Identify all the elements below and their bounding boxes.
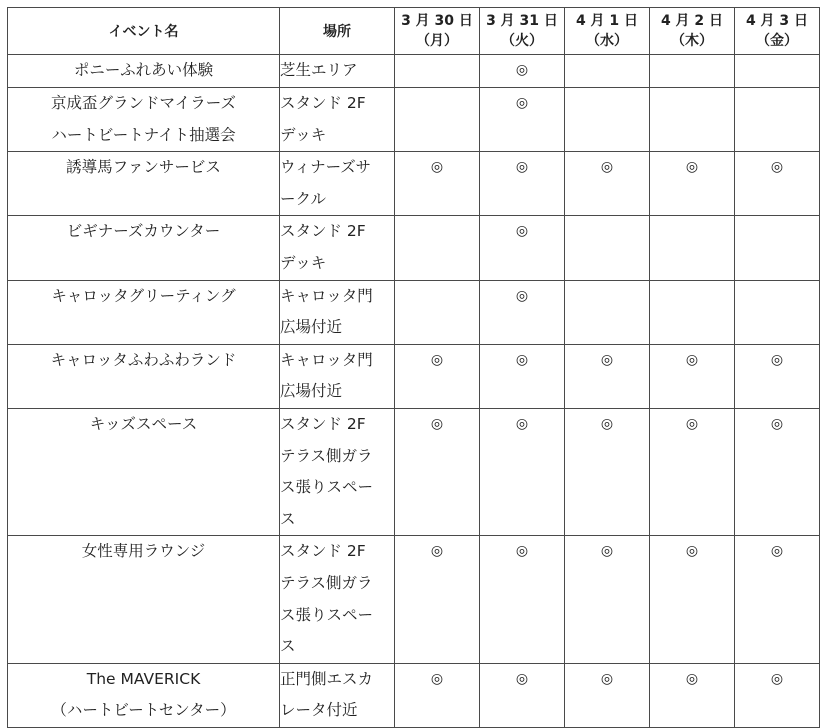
date-label: 3 月 30 日 — [401, 13, 473, 29]
weekday-label: （水） — [586, 33, 628, 49]
schedule-mark-cell: ◎ — [395, 152, 480, 216]
schedule-mark-cell — [395, 216, 480, 280]
place-cell: スタンド 2F テラス側ガラ ス張りスペー ス — [280, 536, 395, 663]
schedule-mark-cell — [650, 88, 735, 152]
weekday-label: （火） — [501, 33, 543, 49]
schedule-mark-cell: ◎ — [480, 280, 565, 344]
schedule-mark-cell — [735, 55, 820, 88]
date-header-apr1 — [565, 8, 650, 55]
table-row — [8, 663, 820, 727]
date-header-apr2 — [650, 8, 735, 55]
schedule-mark-cell: ◎ — [735, 536, 820, 663]
schedule-mark-cell: ◎ — [565, 663, 650, 727]
event-name-cell: キャロッタグリーティング — [8, 280, 280, 344]
place-cell: 芝生エリア — [280, 55, 395, 88]
date-label: 4 月 3 日 — [745, 13, 809, 29]
event-name-cell: キッズスペース — [8, 408, 280, 535]
event-name-cell: 女性専用ラウンジ — [8, 536, 280, 663]
schedule-mark-cell — [565, 55, 650, 88]
schedule-mark-cell: ◎ — [395, 663, 480, 727]
schedule-mark-cell: ◎ — [480, 536, 565, 663]
event-name-cell: The MAVERICK （ハートビートセンター） — [8, 663, 280, 727]
place-cell: ウィナーズサ ークル — [280, 152, 395, 216]
schedule-mark-cell — [650, 280, 735, 344]
place-cell: キャロッタ門 広場付近 — [280, 280, 395, 344]
schedule-mark-cell: ◎ — [735, 408, 820, 535]
schedule-mark-cell: ◎ — [650, 663, 735, 727]
schedule-mark-cell: ◎ — [565, 408, 650, 535]
schedule-mark-cell — [565, 88, 650, 152]
date-header-mar31 — [480, 8, 565, 55]
schedule-mark-cell — [735, 216, 820, 280]
schedule-mark-cell: ◎ — [480, 152, 565, 216]
table-row — [8, 280, 820, 344]
event-name-cell: ビギナーズカウンター — [8, 216, 280, 280]
schedule-mark-cell: ◎ — [735, 344, 820, 408]
schedule-mark-cell: ◎ — [480, 216, 565, 280]
schedule-mark-cell: ◎ — [565, 536, 650, 663]
schedule-mark-cell: ◎ — [480, 88, 565, 152]
place-cell: スタンド 2F デッキ — [280, 88, 395, 152]
schedule-mark-cell — [650, 216, 735, 280]
schedule-mark-cell — [395, 55, 480, 88]
schedule-mark-cell: ◎ — [565, 344, 650, 408]
table-row — [8, 88, 820, 152]
schedule-mark-cell — [735, 88, 820, 152]
schedule-mark-cell: ◎ — [395, 536, 480, 663]
schedule-mark-cell: ◎ — [480, 344, 565, 408]
table-row — [8, 536, 820, 663]
date-header-mar30 — [395, 8, 480, 55]
event-name-header: イベント名 — [8, 8, 280, 55]
schedule-mark-cell: ◎ — [395, 408, 480, 535]
event-schedule-table — [7, 7, 820, 728]
table-row — [8, 152, 820, 216]
header-row — [8, 8, 820, 55]
schedule-mark-cell: ◎ — [735, 152, 820, 216]
table-row — [8, 344, 820, 408]
place-cell: スタンド 2F デッキ — [280, 216, 395, 280]
weekday-label: （金） — [756, 33, 798, 49]
weekday-label: （月） — [416, 33, 458, 49]
event-name-cell: 誘導馬ファンサービス — [8, 152, 280, 216]
table-row — [8, 408, 820, 535]
event-name-cell: キャロッタふわふわランド — [8, 344, 280, 408]
weekday-label: （木） — [671, 33, 713, 49]
schedule-mark-cell: ◎ — [480, 55, 565, 88]
schedule-mark-cell — [735, 280, 820, 344]
schedule-mark-cell: ◎ — [650, 152, 735, 216]
date-label: 4 月 2 日 — [660, 13, 724, 29]
date-label: 4 月 1 日 — [575, 13, 639, 29]
schedule-mark-cell: ◎ — [480, 408, 565, 535]
schedule-mark-cell: ◎ — [480, 663, 565, 727]
schedule-body — [8, 55, 820, 728]
event-name-cell: 京成盃グランドマイラーズ ハートビートナイト抽選会 — [8, 88, 280, 152]
schedule-mark-cell: ◎ — [650, 408, 735, 535]
schedule-mark-cell — [565, 216, 650, 280]
schedule-mark-cell: ◎ — [565, 152, 650, 216]
schedule-mark-cell: ◎ — [650, 536, 735, 663]
schedule-mark-cell — [395, 88, 480, 152]
place-cell: 正門側エスカ レータ付近 — [280, 663, 395, 727]
schedule-mark-cell: ◎ — [395, 344, 480, 408]
place-cell: スタンド 2F テラス側ガラ ス張りスペー ス — [280, 408, 395, 535]
schedule-mark-cell: ◎ — [650, 344, 735, 408]
date-label: 3 月 31 日 — [486, 13, 558, 29]
event-name-cell: ポニーふれあい体験 — [8, 55, 280, 88]
table-row — [8, 55, 820, 88]
schedule-mark-cell — [565, 280, 650, 344]
date-header-apr3 — [735, 8, 820, 55]
schedule-mark-cell: ◎ — [735, 663, 820, 727]
schedule-mark-cell — [650, 55, 735, 88]
place-cell: キャロッタ門 広場付近 — [280, 344, 395, 408]
table-row — [8, 216, 820, 280]
place-header: 場所 — [280, 8, 395, 55]
schedule-mark-cell — [395, 280, 480, 344]
